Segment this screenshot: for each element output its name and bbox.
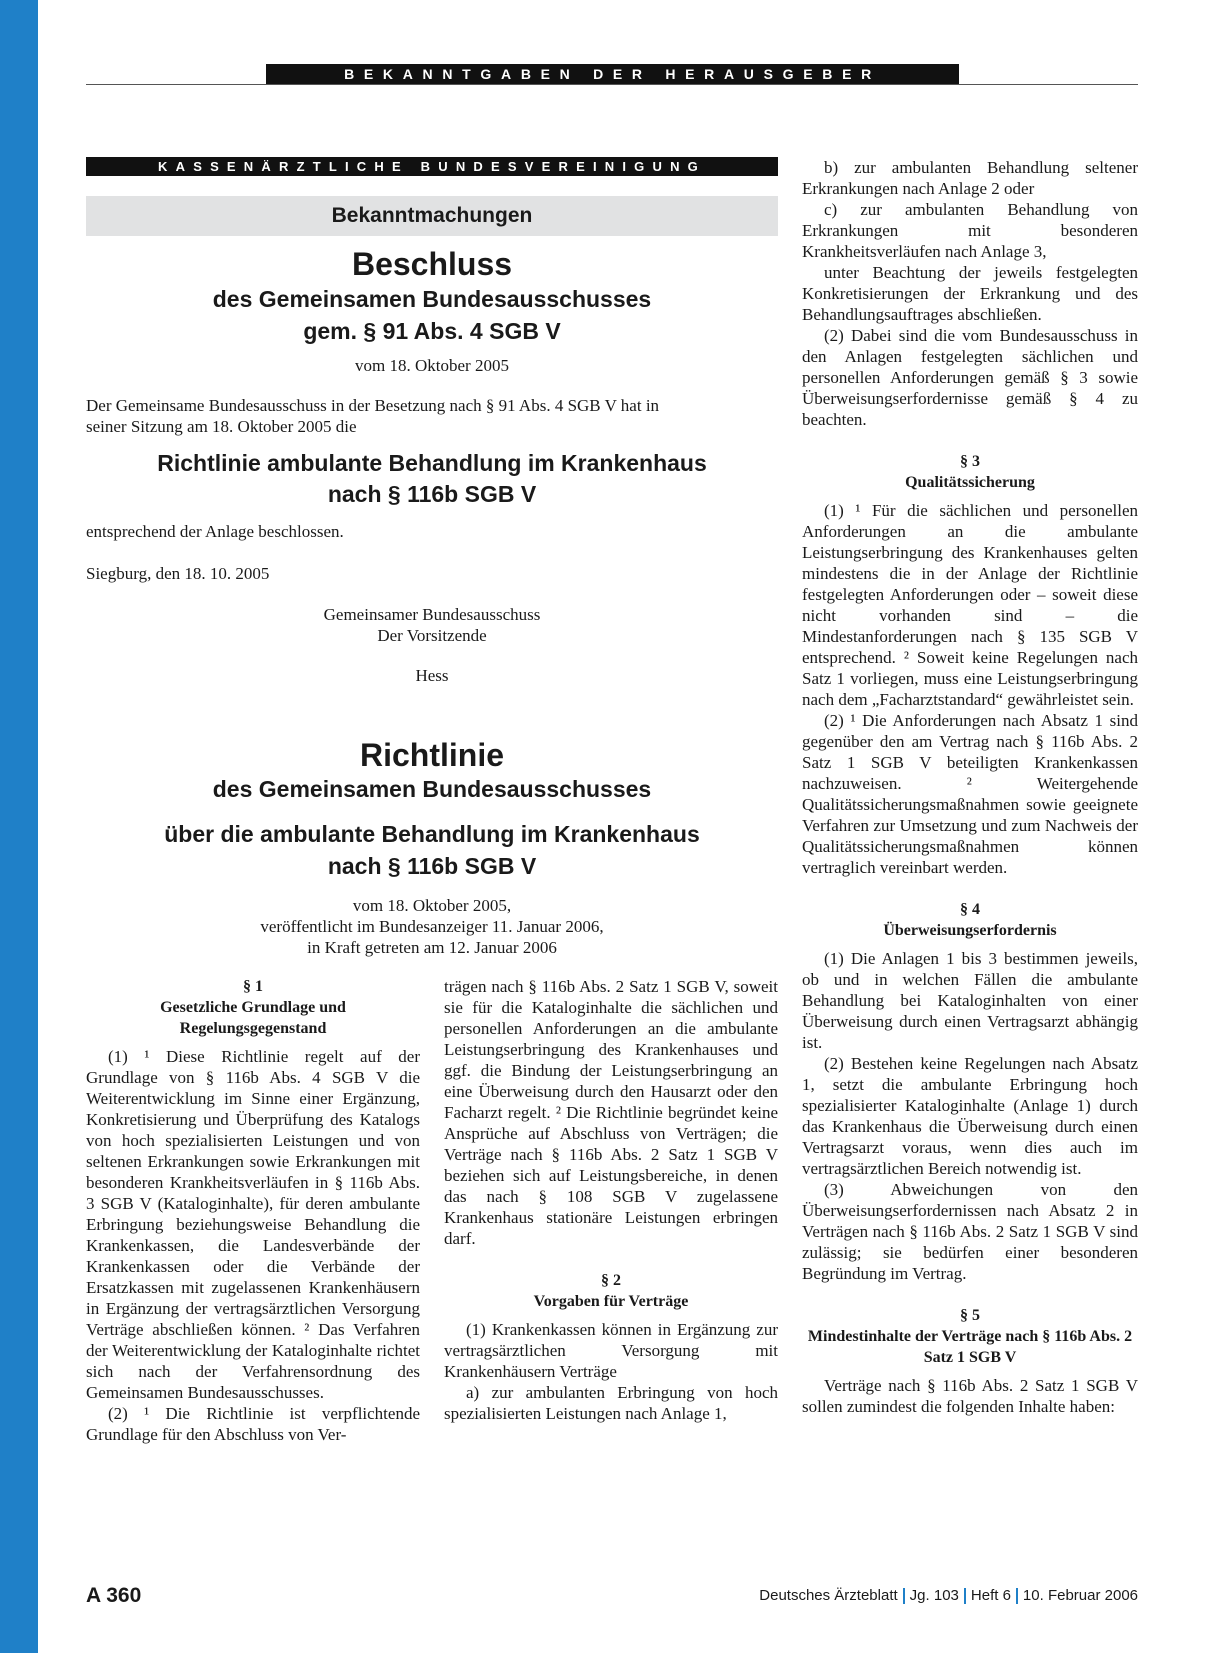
header-rule bbox=[86, 84, 1138, 85]
richtlinie-date-3: in Kraft getreten am 12. Januar 2006 bbox=[307, 938, 557, 957]
section-2-item-c: c) zur ambulanten Behandlung von Erkrankungen mit besonderen Krankheitsverläufen nach Anlage 3, bbox=[802, 200, 1138, 261]
section-3-paragraph-1: (1) ¹ Für die sächlichen und personellen Anforderungen an die ambulante Leistungserbringung des Krankenhauses gelten mindestens die in der Anlage der Richtlinie festgelegten Anforderungen oder – soweit diese nicht vorhanden sind – die Mindestanforderungen nach § 135 SGB V entsprechend. ² Soweit keine Regelungen nach Satz 1 vorliegen, muss eine Leistungserbringung nach dem „Facharztstandard“ gewährleistet sein. bbox=[802, 501, 1138, 709]
column-1 bbox=[86, 976, 420, 1445]
section-4-number: § 4 bbox=[960, 901, 980, 918]
section-5-number: § 5 bbox=[960, 1307, 980, 1324]
section-4-paragraph-2: (2) Bestehen keine Regelungen nach Absatz 1, setzt die ambulante Erbringung hoch spezialisierter Kataloginhalte (Anlage 1) durch das Krankenhaus die Überweisung durch einen Vertragsarzt voraus, wenn dies auch im vertragsärztlichen Bereich notwendig ist. bbox=[802, 1054, 1138, 1178]
journal-date: 10. Februar 2006 bbox=[1022, 1587, 1138, 1604]
place-date: Siegburg, den 18. 10. 2005 bbox=[86, 564, 270, 583]
left-color-strip bbox=[0, 0, 38, 1653]
resolution-text: entsprechend der Anlage beschlossen. bbox=[86, 522, 344, 541]
richtlinie-title: Richtlinie bbox=[359, 737, 504, 773]
section-2-closing: unter Beachtung der jeweils festgelegten Konkretisierungen der Erkrankung und des Behandlungsauftrages abschließen. bbox=[802, 263, 1138, 324]
signatory-body: Gemeinsamer Bundesausschuss bbox=[323, 605, 541, 624]
signatory-name: Hess bbox=[415, 666, 449, 685]
section-2-title: Vorgaben für Verträge bbox=[533, 1293, 689, 1310]
page-number: A 360 bbox=[86, 1584, 142, 1607]
section-2-item-b: b) zur ambulanten Behandlung seltener Erkrankungen nach Anlage 2 oder bbox=[802, 158, 1138, 198]
beschluss-title: Beschluss bbox=[351, 246, 513, 282]
footer-separator bbox=[964, 1588, 966, 1604]
section-1-paragraph-1: (1) ¹ Diese Richtlinie regelt auf der Grundlage von § 116b Abs. 4 SGB V die Weiterentwicklung im Sinne einer Ergänzung, Konkretisierung und Überprüfung des Katalogs von hoch spezialisierten Leistungen und von seltenen Erkrankungen sowie Erkrankungen mit besonderen Krankheitsverläufen in § 116b Abs. 3 SGB V (Kataloginhalte), für deren ambulante Erbringung beziehungsweise Behandlung die Krankenkassen, die Landesverbände der Krankenkassen oder die Verbände der Ersatzkassen mit zugelassenen Krankenhäusern in Ergänzung der vertragsärztlichen Versorgung Verträge abschließen können. ² Das Verfahren der Weiterentwicklung der Kataloginhalte richtet sich nach der Verfahrensordnung des Gemeinsamen Bundesausschusses. bbox=[86, 1047, 420, 1402]
section-1-paragraph-2: (2) ¹ Die Richtlinie ist verpflichtende Grundlage für den Abschluss von Ver- bbox=[86, 1404, 420, 1444]
beschluss-subtitle-2: gem. § 91 Abs. 4 SGB V bbox=[303, 318, 561, 344]
footer-separator bbox=[903, 1588, 905, 1604]
journal-footer bbox=[759, 1583, 1138, 1609]
category-heading: Bekanntmachungen bbox=[86, 196, 778, 236]
guideline-title-1: Richtlinie ambulante Behandlung im Krankenhaus bbox=[157, 450, 707, 476]
section-2-item-a: a) zur ambulanten Erbringung von hoch spezialisierten Leistungen nach Anlage 1, bbox=[444, 1383, 778, 1423]
section-1-paragraph-2-cont: trägen nach § 116b Abs. 2 Satz 1 SGB V, soweit sie für die Kataloginhalte die sächlichen und personellen Anforderungen an die ambulante Leistungserbringung des Krankenhauses und ggf. die Bindung der Leistungserbringung an eine Überweisung durch den Hausarzt oder den Facharzt regelt. ² Die Richtlinie begründet keine Ansprüche auf Abschluss von Verträgen; die Verträge nach § 116b Abs. 2 Satz 1 SGB V beziehen sich auf Leistungsbereiche, in denen das nach § 108 SGB V zugelassene Krankenhaus stationäre Leistungen erbringen darf. bbox=[444, 977, 778, 1248]
section-3-number: § 3 bbox=[960, 453, 980, 470]
section-2-paragraph-1: (1) Krankenkassen können in Ergänzung zur vertragsärztlichen Versorgung mit Krankenhäusern Verträge bbox=[444, 1320, 778, 1381]
richtlinie-date-2: veröffentlicht im Bundesanzeiger 11. Januar 2006, bbox=[260, 917, 604, 936]
richtlinie-subtitle-1: des Gemeinsamen Bundesausschusses bbox=[212, 776, 652, 802]
section-1-title: Gesetzliche Grundlage und Regelungsgegenstand bbox=[160, 999, 346, 1037]
column-3 bbox=[802, 157, 1138, 1417]
beschluss-intro-1: Der Gemeinsame Bundesausschuss in der Besetzung nach § 91 Abs. 4 SGB V hat in bbox=[86, 396, 660, 415]
richtlinie-date-1: vom 18. Oktober 2005, bbox=[352, 896, 512, 915]
column-2 bbox=[444, 976, 778, 1424]
section-4-title: Überweisungserfordernis bbox=[883, 922, 1057, 939]
section-5-title: Mindestinhalte der Verträge nach § 116b Abs. 2 Satz 1 SGB V bbox=[807, 1328, 1133, 1366]
beschluss-subtitle-1: des Gemeinsamen Bundesausschusses bbox=[212, 286, 652, 312]
section-5-paragraph-1: Verträge nach § 116b Abs. 2 Satz 1 SGB V sollen zumindest die folgenden Inhalte haben: bbox=[802, 1376, 1138, 1416]
section-3-title: Qualitätssicherung bbox=[905, 474, 1035, 491]
signatory-role: Der Vorsitzende bbox=[377, 626, 487, 645]
journal-issue: Heft 6 bbox=[970, 1587, 1011, 1604]
publisher-band: BEKANNTGABEN DER HERAUSGEBER bbox=[266, 64, 959, 84]
section-1-number: § 1 bbox=[243, 978, 263, 995]
richtlinie-subtitle-3: nach § 116b SGB V bbox=[327, 853, 537, 879]
richtlinie-subtitle-2: über die ambulante Behandlung im Krankenhaus bbox=[164, 821, 700, 847]
section-2-paragraph-2: (2) Dabei sind die vom Bundesausschuss in den Anlagen festgelegten sächlichen und personellen Anforderungen gemäß § 3 sowie Überweisungserfordernisse gemäß § 4 zu beachten. bbox=[802, 326, 1138, 429]
journal-name: Deutsches Ärzteblatt bbox=[759, 1587, 898, 1604]
guideline-title-2: nach § 116b SGB V bbox=[327, 481, 537, 507]
section-bar: KASSENÄRZTLICHE BUNDESVEREINIGUNG bbox=[86, 157, 778, 176]
journal-volume: Jg. 103 bbox=[909, 1587, 959, 1604]
beschluss-date: vom 18. Oktober 2005 bbox=[355, 356, 509, 375]
section-3-paragraph-2: (2) ¹ Die Anforderungen nach Absatz 1 sind gegenüber den am Vertrag nach § 116b Abs. 2 Satz 1 SGB V beteiligten Krankenkassen nachzuweisen. ² Weitergehende Qualitätssicherungsmaßnahmen sowie geeignete Verfahren zur Umsetzung und zum Nachweis der Qualitätssicherungsmaßnahmen können vertraglich vereinbart werden. bbox=[802, 711, 1138, 877]
section-4-paragraph-1: (1) Die Anlagen 1 bis 3 bestimmen jeweils, ob und in welchen Fällen die ambulante Behandlung bei Kataloginhalten von einer Überweisung durch einen Vertragsarzt abhängig ist. bbox=[802, 949, 1138, 1052]
beschluss-intro-2: seiner Sitzung am 18. Oktober 2005 die bbox=[86, 417, 357, 436]
footer-separator bbox=[1016, 1588, 1018, 1604]
section-2-number: § 2 bbox=[601, 1272, 621, 1289]
section-4-paragraph-3: (3) Abweichungen von den Überweisungserfordernissen nach Absatz 2 in Verträgen nach § 116b Abs. 2 Satz 1 SGB V sind zulässig; sie bedürfen einer besonderen Begründung im Vertrag. bbox=[802, 1180, 1138, 1283]
